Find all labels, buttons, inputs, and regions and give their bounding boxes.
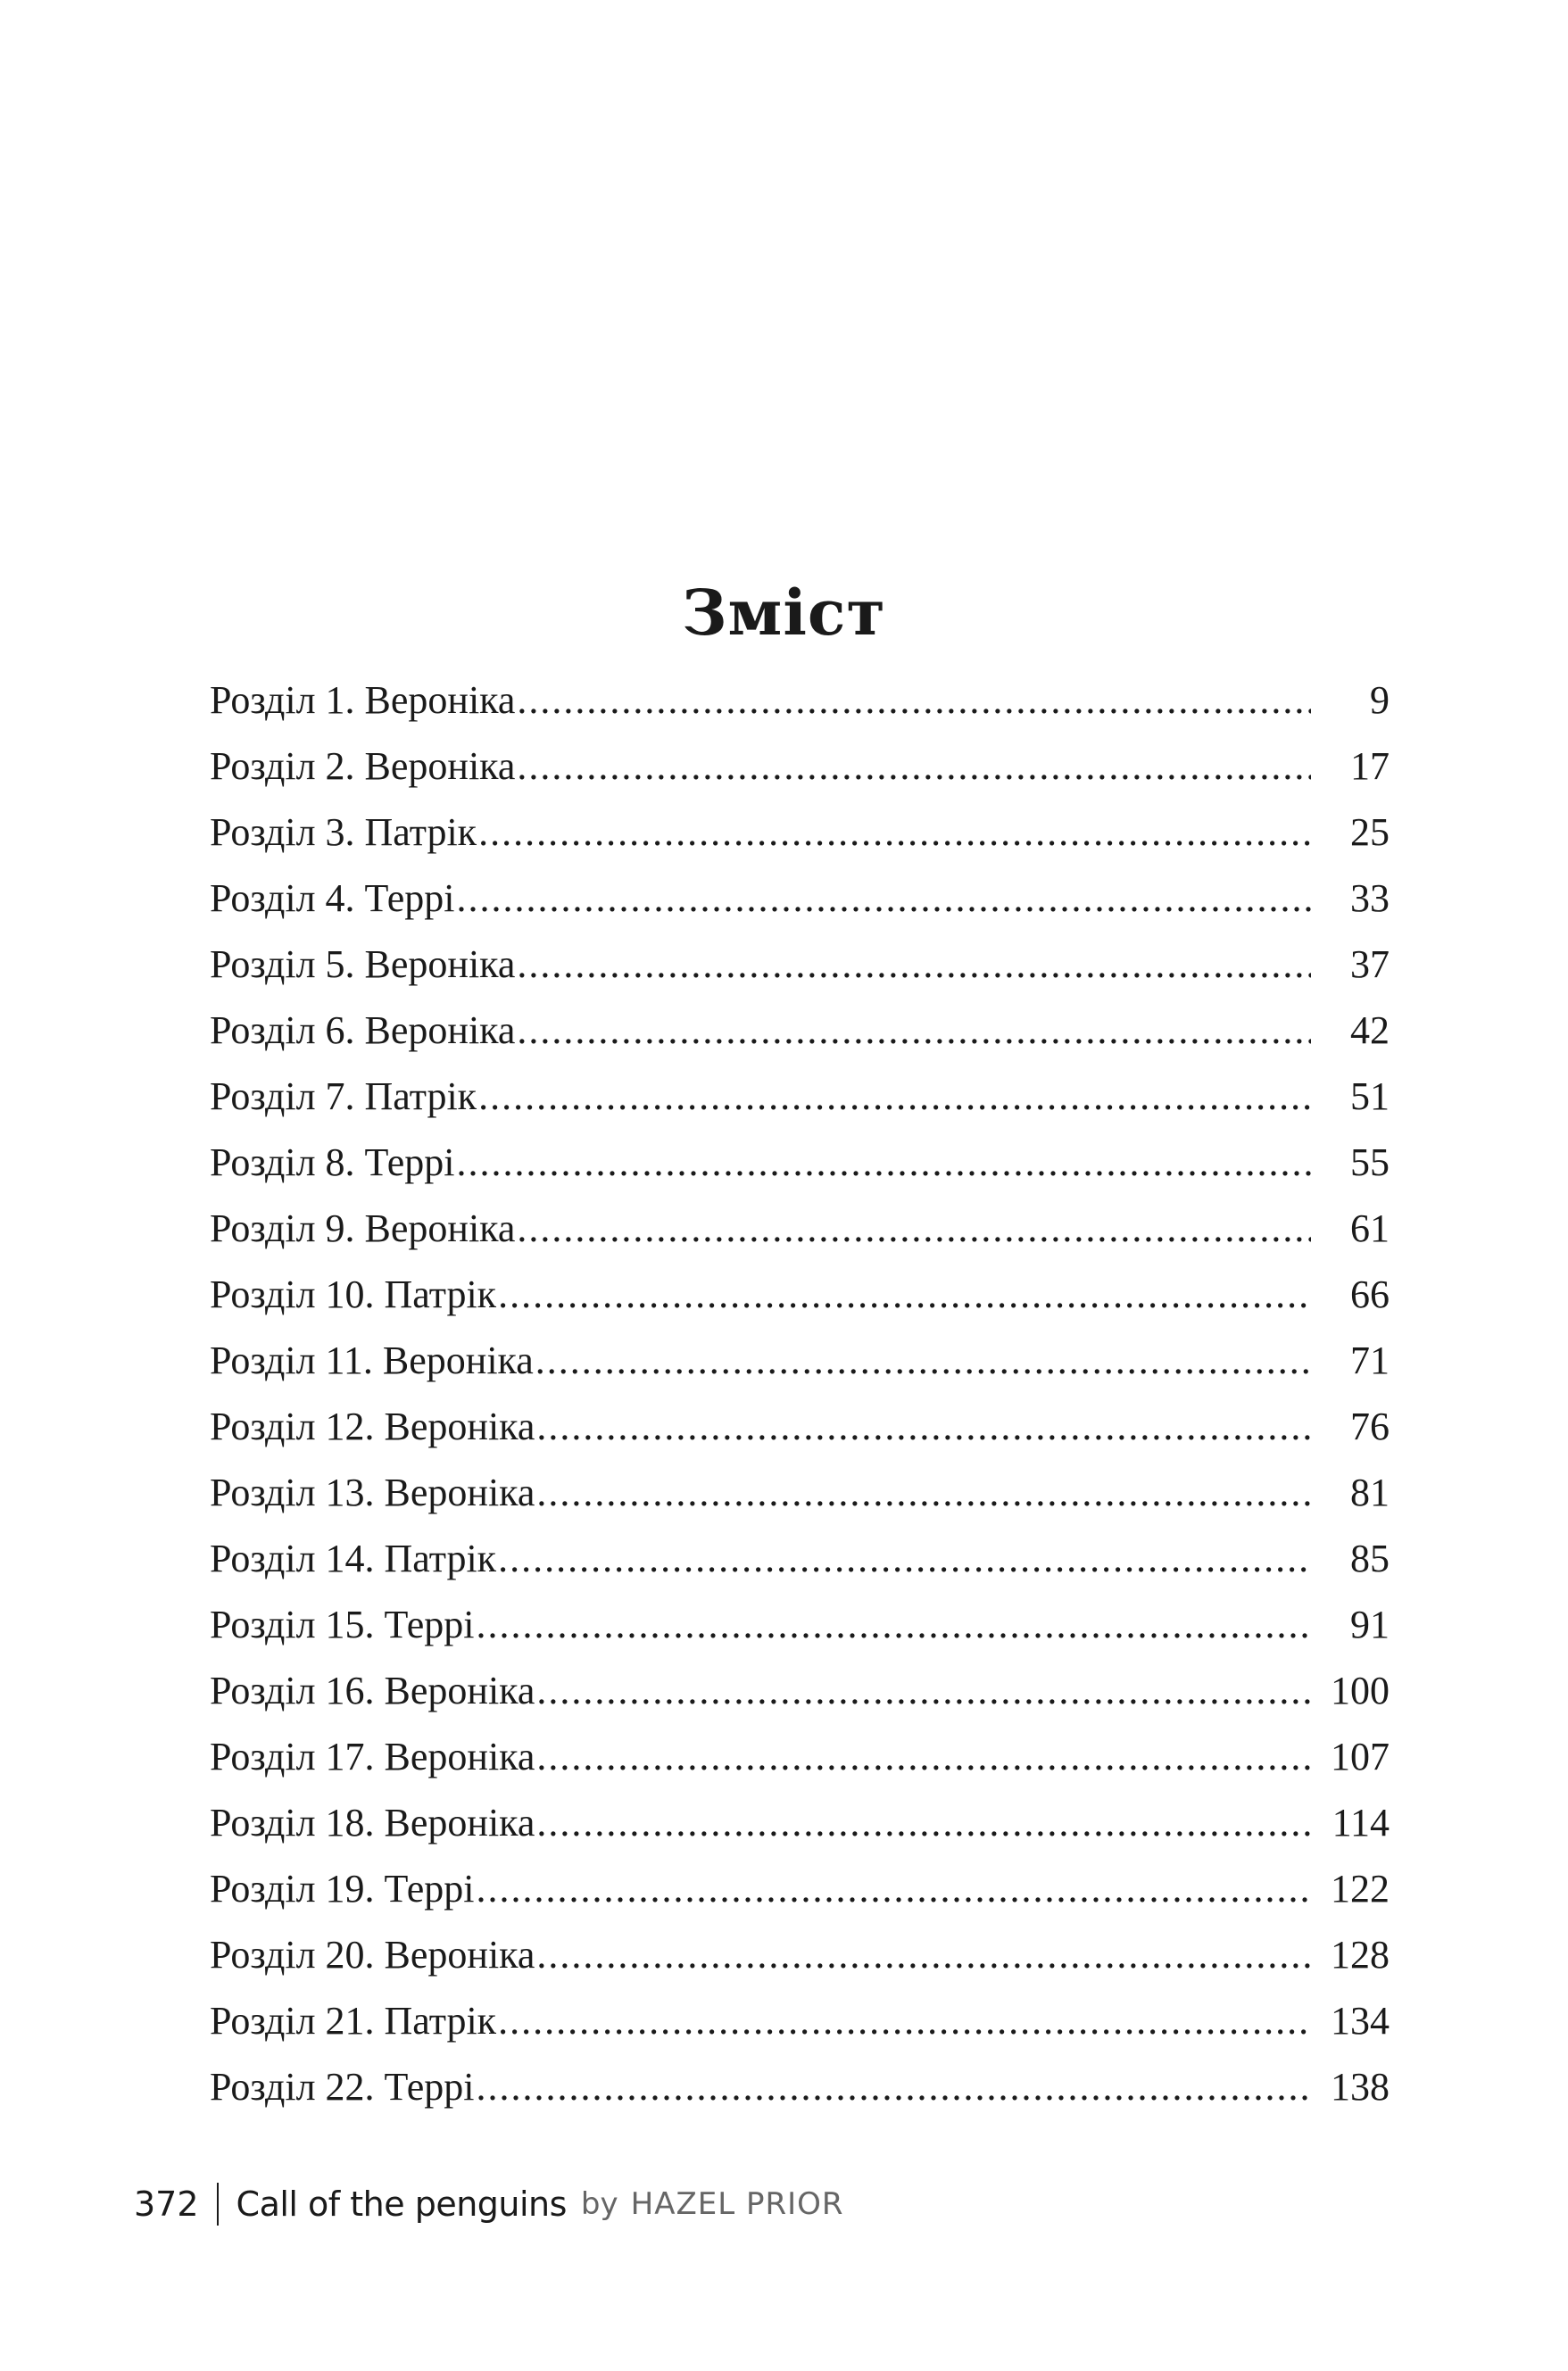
toc-entry-page: 76 [1350, 1405, 1390, 1448]
footer-page-number: 372 [134, 2184, 199, 2224]
toc-entry-label: Розділ 2. Вероніка [210, 744, 516, 788]
toc-dot-leader [498, 1262, 1311, 1328]
toc-dot-leader [536, 1394, 1311, 1460]
footer-by: by [580, 2186, 618, 2222]
toc-entry-page: 25 [1350, 810, 1390, 854]
toc-entry-label: Розділ 8. Террі [210, 1140, 455, 1184]
toc-entry-page: 107 [1331, 1735, 1390, 1778]
toc-entry [210, 1130, 1390, 1196]
toc-dot-leader [476, 1592, 1311, 1658]
toc-entry-label: Розділ 14. Патрік [210, 1537, 497, 1580]
toc-entry [210, 1262, 1390, 1328]
toc-entry-page: 33 [1350, 876, 1390, 920]
toc-entry-page: 61 [1350, 1206, 1390, 1250]
toc-entry-label: Розділ 15. Террі [210, 1603, 475, 1646]
toc-entry [210, 1790, 1390, 1856]
toc-entry [210, 1064, 1390, 1130]
toc-entry [210, 866, 1390, 932]
toc-entry [210, 1328, 1390, 1394]
toc-entry [210, 1724, 1390, 1790]
toc-entry-page: 122 [1331, 1867, 1390, 1911]
toc-entry [210, 667, 1390, 734]
page-title: Зміст [682, 575, 886, 650]
footer-author: HAZEL PRIOR [630, 2186, 844, 2222]
toc-entry-page: 91 [1350, 1603, 1390, 1646]
toc-dot-leader [476, 1856, 1311, 1922]
toc-entry [210, 1856, 1390, 1922]
toc-dot-leader [478, 1064, 1311, 1130]
toc-entry-page: 66 [1350, 1273, 1390, 1316]
toc-entry [210, 1526, 1390, 1592]
toc-entry-page: 37 [1350, 942, 1390, 986]
toc-dot-leader [517, 998, 1311, 1064]
toc-entry-label: Розділ 3. Патрік [210, 810, 477, 854]
toc-dot-leader [456, 866, 1311, 932]
toc-entry [210, 1592, 1390, 1658]
toc-entry-page: 17 [1350, 744, 1390, 788]
toc-dot-leader [478, 800, 1311, 866]
toc-entry [210, 800, 1390, 866]
toc-entry-label: Розділ 5. Вероніка [210, 942, 516, 986]
toc-dot-leader [498, 1526, 1311, 1592]
toc-dot-leader [476, 2054, 1311, 2120]
toc-dot-leader [498, 1988, 1311, 2054]
toc-dot-leader [536, 1460, 1311, 1526]
toc-entry-page: 51 [1350, 1074, 1390, 1118]
toc-entry-label: Розділ 18. Вероніка [210, 1801, 535, 1845]
toc-entry [210, 734, 1390, 800]
toc-entry-page: 138 [1331, 2065, 1390, 2109]
toc-entry-label: Розділ 1. Вероніка [210, 678, 516, 722]
footer-divider [217, 2183, 219, 2226]
toc-entry-page: 71 [1350, 1339, 1390, 1382]
toc-dot-leader [456, 1130, 1311, 1196]
toc-entry-page: 114 [1332, 1801, 1390, 1845]
toc-entry [210, 1196, 1390, 1262]
toc-dot-leader [535, 1328, 1311, 1394]
toc-entry-label: Розділ 12. Вероніка [210, 1405, 535, 1448]
toc-entry-page: 134 [1331, 1999, 1390, 2043]
toc-entry [210, 1460, 1390, 1526]
toc-entry [210, 998, 1390, 1064]
toc-entry-label: Розділ 9. Вероніка [210, 1206, 516, 1250]
toc-dot-leader [536, 1790, 1311, 1856]
toc-dot-leader [517, 932, 1311, 998]
toc-entry [210, 932, 1390, 998]
toc-entry-label: Розділ 6. Вероніка [210, 1008, 516, 1052]
toc-entry [210, 1988, 1390, 2054]
toc-entry-label: Розділ 10. Патрік [210, 1273, 497, 1316]
toc-entry-page: 128 [1331, 1933, 1390, 1977]
toc-entry [210, 1394, 1390, 1460]
toc-entry-page: 55 [1350, 1140, 1390, 1184]
toc-entry [210, 2054, 1390, 2120]
toc-entry-label: Розділ 7. Патрік [210, 1074, 477, 1118]
page-footer [134, 2179, 844, 2229]
footer-book-title: Call of the penguins [236, 2184, 567, 2224]
toc-entry-label: Розділ 13. Вероніка [210, 1471, 535, 1514]
toc-entry-label: Розділ 17. Вероніка [210, 1735, 535, 1778]
toc-dot-leader [517, 667, 1311, 734]
toc-entry-label: Розділ 20. Вероніка [210, 1933, 535, 1977]
toc-entry-page: 85 [1350, 1537, 1390, 1580]
toc-entry-label: Розділ 22. Террі [210, 2065, 475, 2109]
toc-dot-leader [536, 1724, 1311, 1790]
toc-dot-leader [536, 1658, 1311, 1724]
toc-entry-page: 9 [1370, 678, 1390, 722]
toc-entry-label: Розділ 16. Вероніка [210, 1669, 535, 1712]
toc-entry [210, 1922, 1390, 1988]
toc-dot-leader [517, 734, 1311, 800]
toc-dot-leader [517, 1196, 1311, 1262]
toc-entry-label: Розділ 4. Террі [210, 876, 455, 920]
toc-entry-label: Розділ 21. Патрік [210, 1999, 497, 2043]
toc-entry-page: 100 [1331, 1669, 1390, 1712]
toc-dot-leader [536, 1922, 1311, 1988]
toc-entry-label: Розділ 19. Террі [210, 1867, 475, 1911]
toc-entry [210, 1658, 1390, 1724]
toc-entry-page: 42 [1350, 1008, 1390, 1052]
table-of-contents [210, 667, 1390, 2120]
toc-entry-label: Розділ 11. Вероніка [210, 1339, 534, 1382]
toc-entry-page: 81 [1350, 1471, 1390, 1514]
